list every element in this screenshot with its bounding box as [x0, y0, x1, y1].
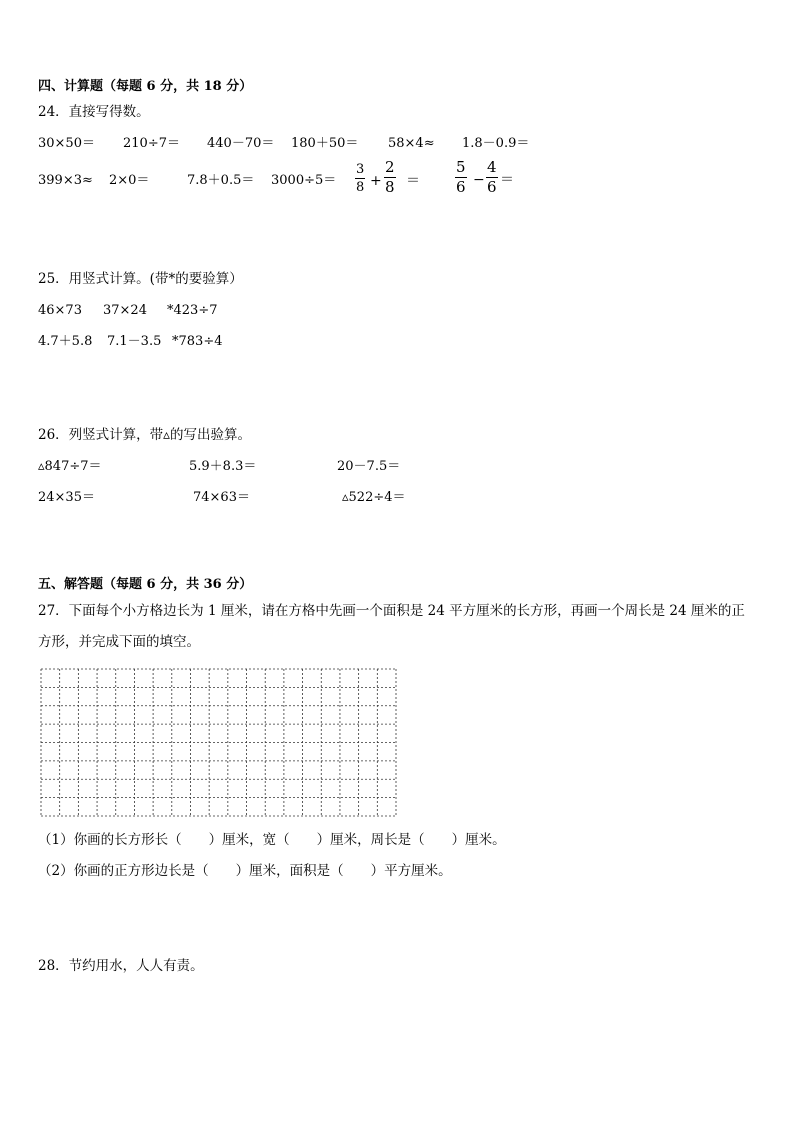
q25-item: 37×24	[103, 303, 147, 318]
q26-item: ▵847÷7＝	[38, 459, 102, 474]
fraction-numerator: 2	[385, 158, 395, 176]
q24-prompt: 24．直接写得数。	[38, 104, 150, 120]
q25-item: 4.7＋5.8	[38, 334, 93, 349]
q24-item: 58×4≈	[388, 136, 435, 151]
q26-item: 74×63＝	[193, 490, 250, 505]
q24-item: 7.8＋0.5＝	[187, 173, 255, 188]
q25-item: 7.1－3.5	[107, 334, 162, 349]
q25-item: *783÷4	[172, 334, 223, 349]
fraction-numerator: 3	[356, 162, 365, 177]
fraction-2-8	[384, 160, 396, 195]
q25-item: *423÷7	[167, 303, 218, 318]
q27-blank-2: （2）你画的正方形边长是（ ）厘米，面积是（ ）平方厘米。	[38, 863, 452, 879]
q26-item: ▵522÷4＝	[342, 490, 406, 505]
fraction-denominator: 6	[487, 178, 497, 196]
q24-item: 440－70＝	[207, 136, 275, 151]
q27-blank-1: （1）你画的长方形长（ ）厘米，宽（ ）厘米，周长是（ ）厘米。	[38, 832, 506, 848]
fraction-denominator: 8	[385, 178, 395, 196]
fraction-3-8	[355, 163, 365, 194]
equals-sign: ＝	[500, 172, 514, 188]
q24-item: 210÷7＝	[123, 136, 180, 151]
fraction-4-6	[486, 160, 498, 195]
equals-sign: ＝	[406, 173, 420, 189]
fraction-denominator: 8	[356, 180, 365, 195]
fraction-denominator: 6	[456, 178, 466, 196]
q26-item: 20－7.5＝	[337, 459, 401, 474]
q26-item: 5.9＋8.3＝	[189, 459, 257, 474]
q24-item: 3000÷5＝	[271, 173, 337, 188]
plus-sign: +	[370, 173, 382, 189]
q26-item: 24×35＝	[38, 490, 95, 505]
q28-prompt: 28．节约用水，人人有责。	[38, 958, 204, 974]
section-5-title: 五、解答题（每题 6 分，共 36 分）	[38, 577, 253, 592]
q24-item: 2×0＝	[109, 173, 150, 188]
q24-item: 1.8－0.9＝	[462, 136, 530, 151]
q24-item: 180＋50＝	[291, 136, 359, 151]
q25-item: 46×73	[38, 303, 82, 318]
fraction-numerator: 4	[487, 158, 497, 176]
q26-prompt: 26．列竖式计算，带▵的写出验算。	[38, 427, 251, 443]
section-4-title: 四、计算题（每题 6 分，共 18 分）	[38, 79, 253, 94]
q24-item: 399×3≈	[38, 173, 93, 188]
minus-sign: −	[473, 172, 485, 188]
fraction-5-6	[455, 160, 467, 195]
fraction-numerator: 5	[456, 158, 466, 176]
q27-prompt: 27．下面每个小方格边长为 1 厘米，请在方格中先画一个面积是 24 平方厘米的长方形，再画一个周长是 24 厘米的正方形，并完成下面的填空。	[38, 603, 745, 650]
square-grid[interactable]	[40, 668, 397, 817]
q24-item: 30×50＝	[38, 136, 95, 151]
q25-prompt: 25．用竖式计算。(带*的要验算）	[38, 271, 243, 287]
